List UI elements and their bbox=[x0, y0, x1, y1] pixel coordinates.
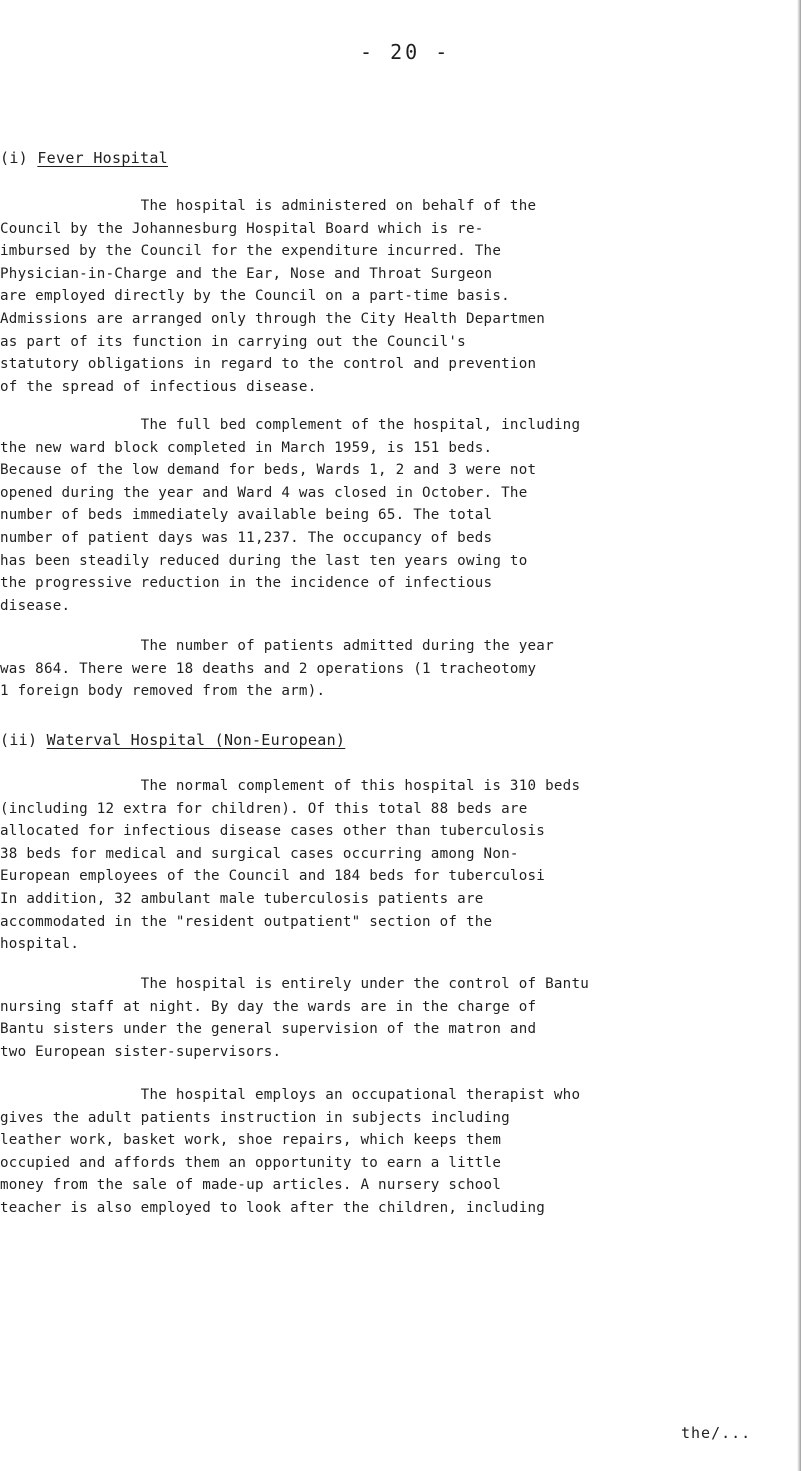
paragraph bbox=[0, 414, 580, 617]
text-line: The normal complement of this hospital is 310 beds bbox=[0, 778, 581, 794]
page-edge-shadow bbox=[797, 0, 801, 1471]
text-line: was 864. There were 18 deaths and 2 operations (1 tracheotomy bbox=[0, 660, 537, 677]
text-line: accommodated in the "resident outpatient" section of the bbox=[0, 913, 493, 930]
text-line: number of beds immediately available being 65. The total bbox=[0, 507, 493, 524]
text-line: Bantu sisters under the general supervision of the matron and bbox=[0, 1021, 537, 1038]
text-line: The full bed complement of the hospital, including bbox=[0, 417, 581, 433]
text-line: allocated for infectious disease cases other than tuberculosis bbox=[0, 823, 546, 840]
paragraph bbox=[0, 973, 589, 1063]
paragraph bbox=[0, 1084, 580, 1220]
text-line: nursing staff at night. By day the wards are in the charge of bbox=[0, 998, 537, 1015]
text-line: (including 12 extra for children). Of this total 88 beds are bbox=[0, 800, 528, 817]
text-line: as part of its function in carrying out the Council's bbox=[0, 333, 466, 350]
page-number: - 20 - bbox=[360, 40, 451, 64]
text-line: the new ward block completed in March 1959, is 151 beds. bbox=[0, 439, 493, 456]
section-heading-fever-hospital bbox=[0, 149, 168, 167]
text-line: 1 foreign body removed from the arm). bbox=[0, 683, 326, 700]
paragraph bbox=[0, 635, 554, 703]
paragraph bbox=[0, 195, 545, 398]
text-line: of the spread of infectious disease. bbox=[0, 378, 317, 395]
text-line: opened during the year and Ward 4 was closed in October. The bbox=[0, 484, 528, 501]
text-line: the progressive reduction in the incidence of infectious bbox=[0, 575, 493, 592]
text-line: disease. bbox=[0, 597, 71, 614]
text-line: The hospital employs an occupational therapist who bbox=[0, 1087, 581, 1103]
section-heading-waterval-hospital bbox=[0, 731, 345, 749]
text-line: In addition, 32 ambulant male tuberculosis patients are bbox=[0, 890, 484, 907]
text-line: has been steadily reduced during the last ten years owing to bbox=[0, 552, 528, 569]
text-line: Admissions are arranged only through the City Health Departmen bbox=[0, 310, 546, 327]
paragraph bbox=[0, 775, 580, 956]
text-line: leather work, basket work, shoe repairs, which keeps them bbox=[0, 1132, 502, 1149]
section-title: Fever Hospital bbox=[37, 149, 168, 167]
text-line: two European sister-supervisors. bbox=[0, 1043, 282, 1060]
text-line: number of patient days was 11,237. The occupancy of beds bbox=[0, 529, 493, 546]
text-line: gives the adult patients instruction in subjects including bbox=[0, 1109, 510, 1126]
text-line: The hospital is administered on behalf of the bbox=[0, 198, 537, 214]
text-line: European employees of the Council and 184 beds for tuberculosi bbox=[0, 868, 546, 885]
text-line: Council by the Johannesburg Hospital Board which is re- bbox=[0, 220, 484, 237]
section-title: Waterval Hospital (Non-European) bbox=[46, 731, 346, 749]
text-line: statutory obligations in regard to the control and prevention bbox=[0, 356, 537, 373]
catchword: the/... bbox=[681, 1424, 752, 1442]
text-line: are employed directly by the Council on a part-time basis. bbox=[0, 288, 510, 305]
text-line: occupied and affords them an opportunity to earn a little bbox=[0, 1154, 502, 1171]
text-line: Physician-in-Charge and the Ear, Nose and Throat Surgeon bbox=[0, 265, 493, 282]
text-line: The number of patients admitted during the year bbox=[0, 638, 554, 654]
text-line: imbursed by the Council for the expenditure incurred. The bbox=[0, 243, 502, 260]
section-number: (i) bbox=[0, 149, 28, 167]
text-line: hospital. bbox=[0, 936, 80, 953]
text-line: teacher is also employed to look after the children, including bbox=[0, 1199, 546, 1216]
text-line: The hospital is entirely under the control of Bantu bbox=[0, 976, 590, 992]
text-line: 38 beds for medical and surgical cases occurring among Non- bbox=[0, 845, 519, 862]
text-line: Because of the low demand for beds, Wards 1, 2 and 3 were not bbox=[0, 462, 537, 479]
text-line: money from the sale of made-up articles. A nursery school bbox=[0, 1177, 502, 1194]
section-number: (ii) bbox=[0, 731, 38, 749]
